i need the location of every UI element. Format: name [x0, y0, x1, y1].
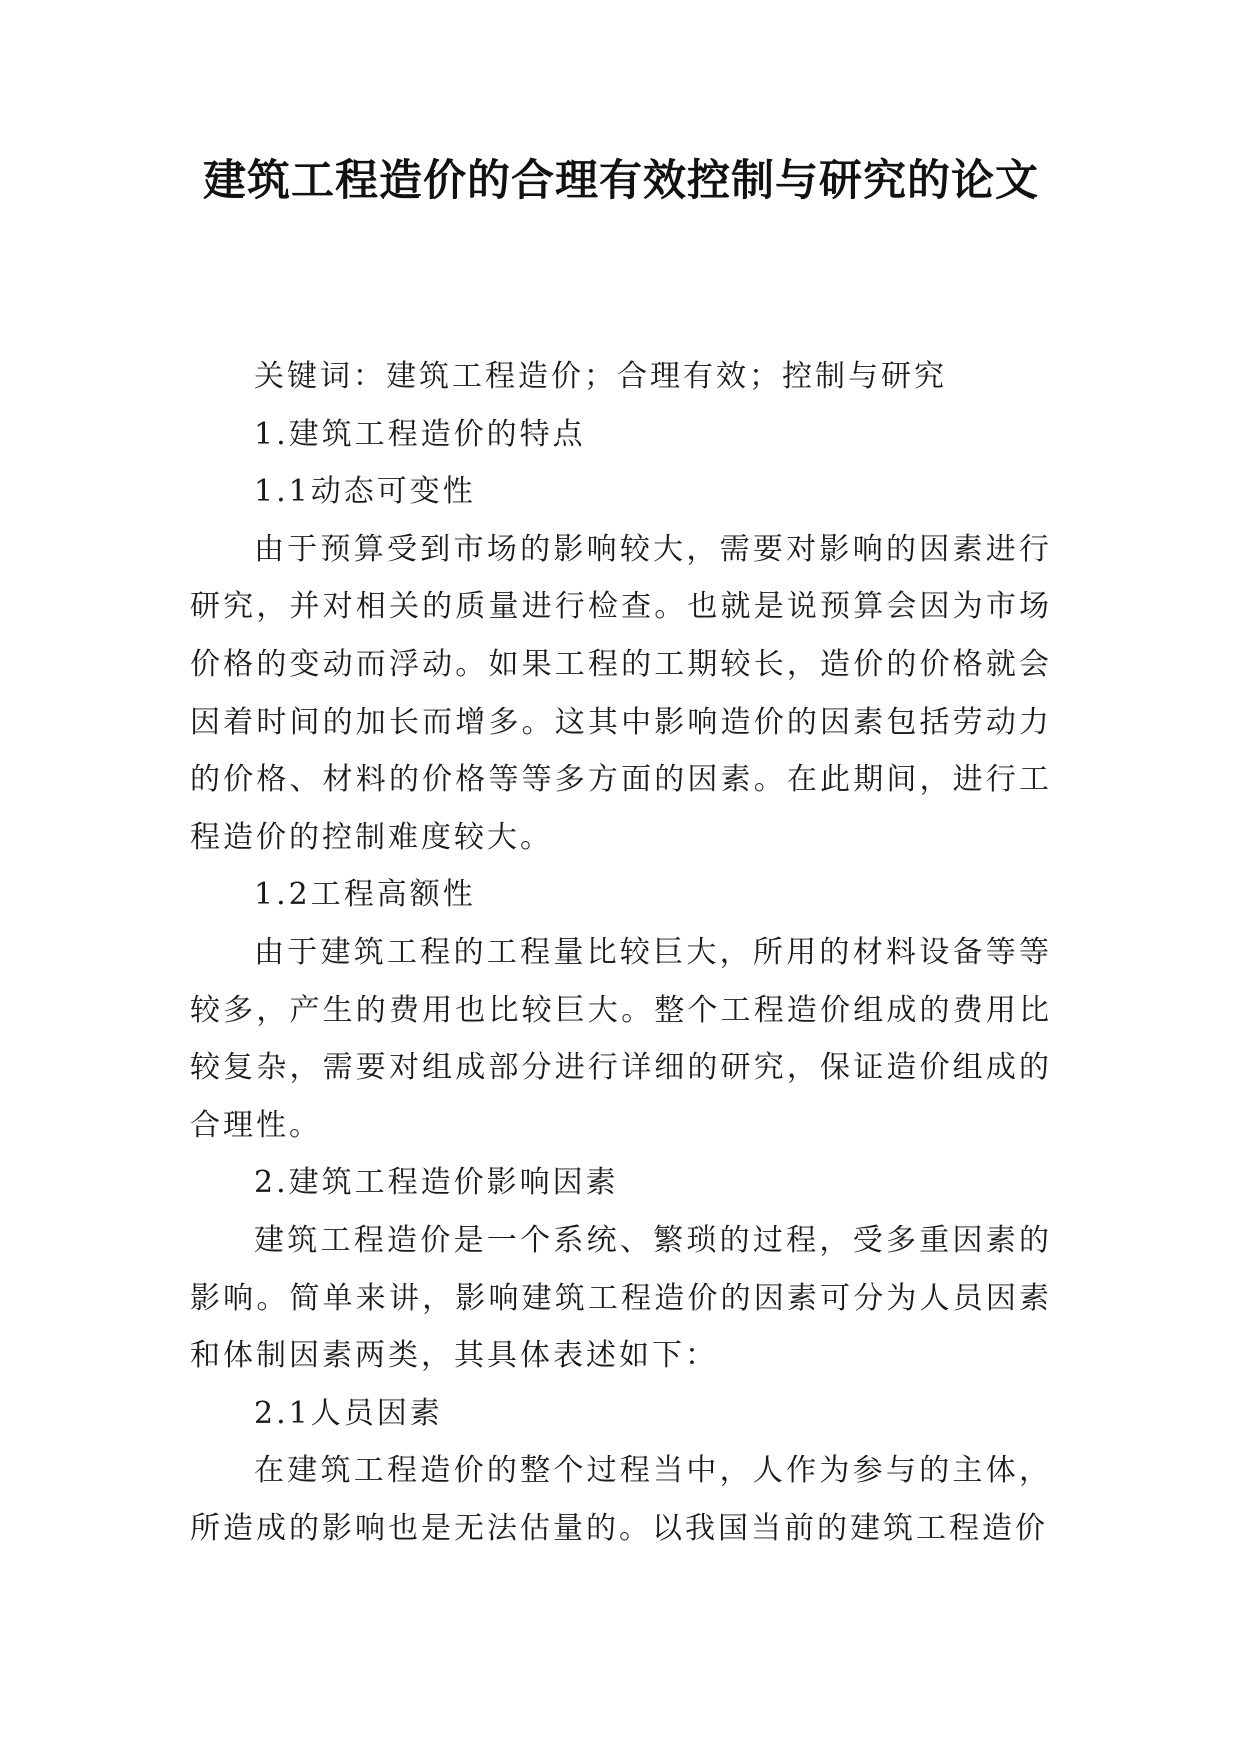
document-title: 建筑工程造价的合理有效控制与研究的论文 — [203, 156, 1039, 206]
document-body — [190, 348, 1052, 1557]
keywords-line: 关键词：建筑工程造价；合理有效；控制与研究 — [254, 359, 947, 394]
body-paragraph: 由于预算受到市场的影响较大，需要对影响的因素进行研究，并对相关的质量进行检查。也就是说预算会因为市场价格的变动而浮动。如果工程的工期较长，造价的价格就会因着时间的加长而增多。这其中影响造价的因素包括劳动力的价格、材料的价格等等多方面的因素。在此期间，进行工程造价的控制难度较大。 — [190, 531, 1052, 855]
subsection-heading: 2.1人员因素 — [254, 1395, 443, 1431]
subsection-heading: 1.1动态可变性 — [254, 474, 476, 510]
subsection-heading: 1.2工程高额性 — [254, 877, 476, 913]
body-paragraph: 由于建筑工程的工程量比较巨大，所用的材料设备等等较多，产生的费用也比较巨大。整个工程造价组成的费用比较复杂，需要对组成部分进行详细的研究，保证造价组成的合理性。 — [190, 934, 1052, 1143]
section-heading: 1.建筑工程造价的特点 — [254, 416, 586, 452]
section-heading: 2.建筑工程造价影响因素 — [254, 1165, 619, 1201]
body-paragraph: 在建筑工程造价的整个过程当中，人作为参与的主体，所造成的影响也是无法估量的。以我国当前的建筑工程造价 — [190, 1453, 1052, 1546]
body-paragraph: 建筑工程造价是一个系统、繁琐的过程，受多重因素的影响。简单来讲，影响建筑工程造价的因素可分为人员因素和体制因素两类，其具体表述如下： — [190, 1222, 1052, 1374]
